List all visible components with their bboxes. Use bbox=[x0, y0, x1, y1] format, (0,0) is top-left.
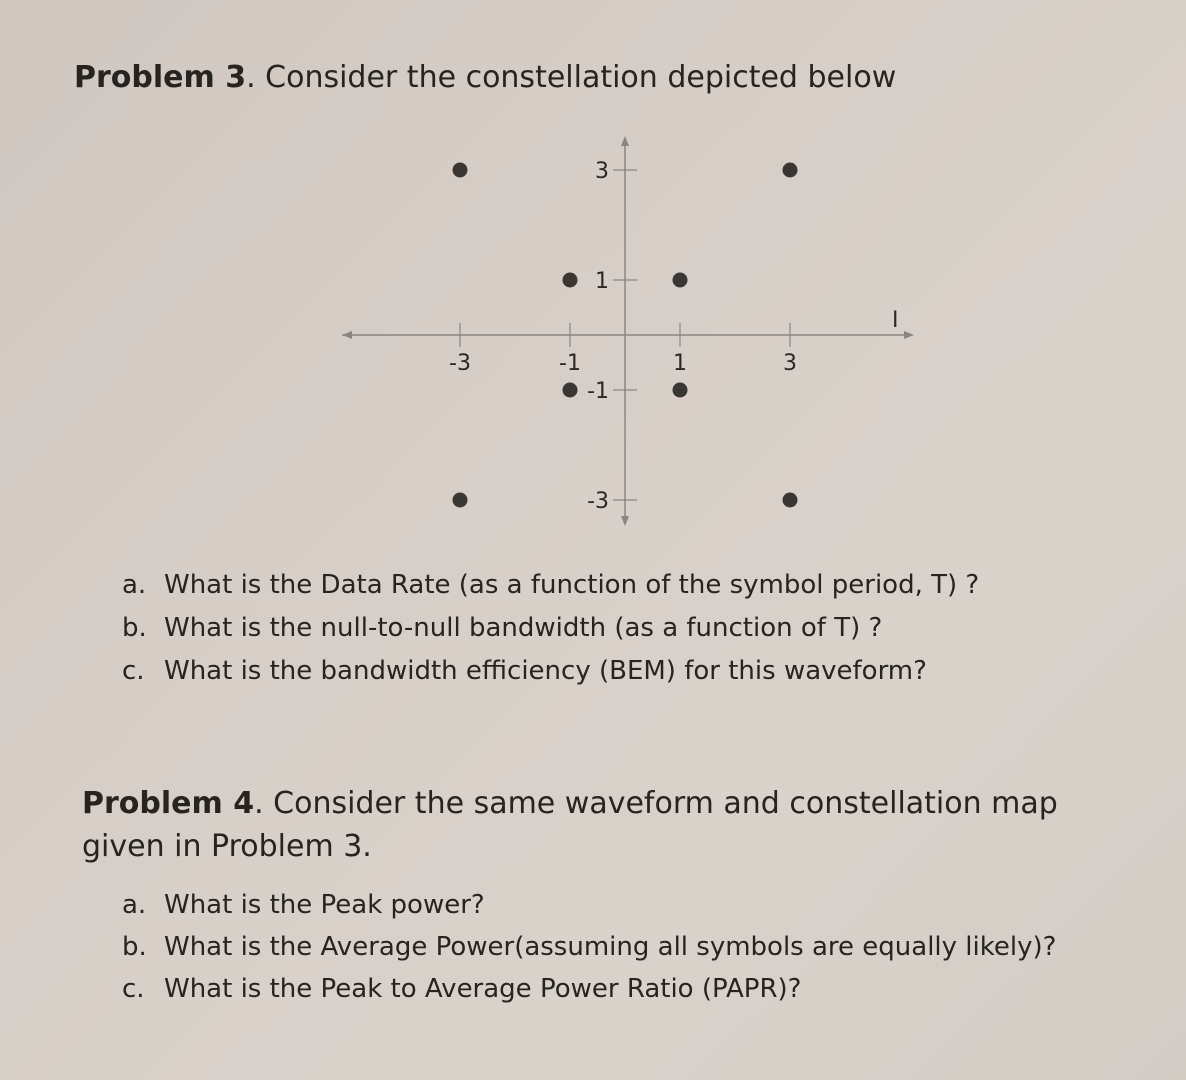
p4-question-a bbox=[122, 890, 485, 920]
p4-question-c-letter: c. bbox=[122, 974, 145, 1004]
constellation-point bbox=[563, 273, 578, 288]
problem-3-label: Problem 3 bbox=[74, 60, 247, 95]
x-tick-label: 1 bbox=[673, 351, 687, 376]
p3-question-c-text: What is the bandwidth efficiency (BEM) for this waveform? bbox=[164, 656, 927, 686]
p4-question-c bbox=[122, 974, 801, 1004]
y-tick-label: 1 bbox=[595, 269, 609, 294]
problem-4-heading bbox=[82, 782, 1092, 868]
i-axis-left-arrow bbox=[342, 331, 352, 339]
constellation-point bbox=[673, 383, 688, 398]
p3-question-c-letter: c. bbox=[122, 656, 145, 686]
p3-question-a-letter: a. bbox=[122, 570, 147, 600]
q-axis-down-arrow bbox=[621, 516, 629, 526]
p3-question-a-text: What is the Data Rate (as a function of the symbol period, T) ? bbox=[164, 570, 980, 600]
p3-question-a bbox=[122, 570, 979, 600]
p4-question-c-text: What is the Peak to Average Power Ratio (PAPR)? bbox=[164, 974, 802, 1004]
x-tick-label: 3 bbox=[783, 351, 797, 376]
y-tick-label: -3 bbox=[587, 489, 609, 514]
axes bbox=[342, 136, 914, 526]
q-axis-up-arrow bbox=[621, 136, 629, 146]
constellation-point bbox=[783, 163, 798, 178]
p4-question-b-text: What is the Average Power(assuming all symbols are equally likely)? bbox=[164, 932, 1057, 962]
p4-question-a-letter: a. bbox=[122, 890, 147, 920]
constellation-point bbox=[783, 493, 798, 508]
constellation-point bbox=[673, 273, 688, 288]
problem-4-text: . Consider the same waveform and constellation map given in Problem 3. bbox=[82, 786, 1058, 864]
p3-question-b-text: What is the null-to-null bandwidth (as a function of T) ? bbox=[164, 613, 883, 643]
p3-question-b bbox=[122, 613, 882, 643]
problem-3-text: . Consider the constellation depicted below bbox=[246, 60, 897, 95]
ticks bbox=[449, 159, 797, 514]
constellation-point bbox=[453, 493, 468, 508]
p4-question-a-text: What is the Peak power? bbox=[164, 890, 485, 920]
y-tick-label: 3 bbox=[595, 159, 609, 184]
y-tick-label: -1 bbox=[587, 379, 609, 404]
p3-question-c bbox=[122, 656, 927, 686]
p4-question-b bbox=[122, 932, 1056, 962]
problem-3-heading bbox=[74, 60, 896, 95]
constellation-diagram bbox=[330, 130, 920, 540]
i-axis-right-arrow bbox=[904, 331, 914, 339]
i-axis-label: I bbox=[892, 308, 899, 333]
constellation-point bbox=[453, 163, 468, 178]
problem-4-label: Problem 4 bbox=[82, 786, 255, 821]
constellation-point bbox=[563, 383, 578, 398]
x-tick-label: -3 bbox=[449, 351, 471, 376]
p4-question-b-letter: b. bbox=[122, 932, 147, 962]
p3-question-b-letter: b. bbox=[122, 613, 147, 643]
x-tick-label: -1 bbox=[559, 351, 581, 376]
